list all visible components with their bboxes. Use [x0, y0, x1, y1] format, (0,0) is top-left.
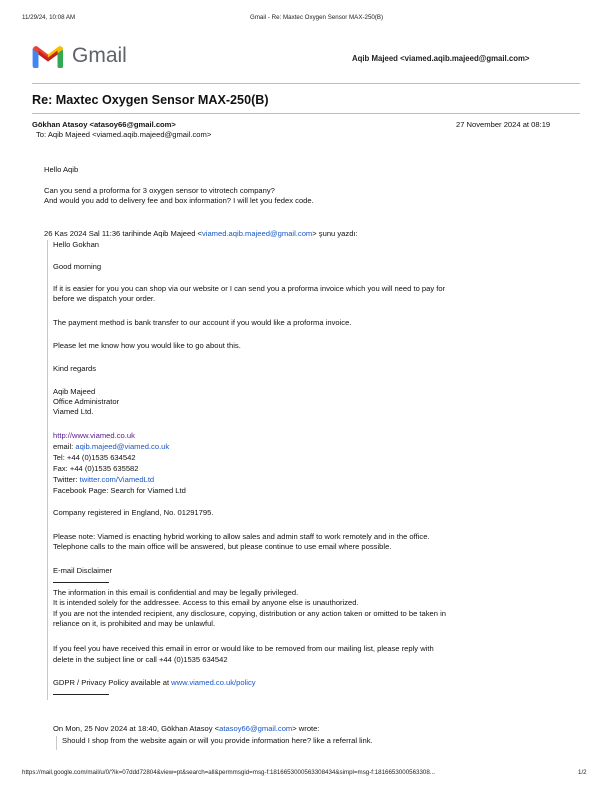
- signature-twitter: [53, 475, 154, 485]
- gdpr-policy-link[interactable]: www.viamed.co.uk/policy: [171, 678, 256, 687]
- signature-email-label: email:: [53, 442, 76, 451]
- signature-name: Aqib Majeed: [53, 387, 96, 396]
- signature-email: [53, 442, 169, 452]
- signature-email-link[interactable]: aqib.majeed@viamed.co.uk: [75, 442, 170, 451]
- message-to: To: Aqib Majeed <viamed.aqib.majeed@gmail.com>: [36, 130, 212, 139]
- quote1-good-morning: Good morning: [53, 262, 102, 271]
- signature-website-link[interactable]: http://www.viamed.co.uk: [53, 431, 135, 440]
- message-date: 27 November 2024 at 08:19: [456, 120, 551, 129]
- subject-divider: [32, 113, 580, 114]
- quote2-bar: [56, 736, 57, 750]
- print-datetime: 11/29/24, 10:08 AM: [22, 14, 76, 21]
- signature-twitter-label: Twitter:: [53, 475, 80, 484]
- disclaimer-line-1: The information in this email is confidential and may be legally privileged.: [53, 588, 299, 597]
- quote2-attribution-suffix: > wrote:: [292, 724, 320, 733]
- print-tab-title: Gmail - Re: Maxtec Oxygen Sensor MAX-250(B): [250, 14, 384, 21]
- disclaimer-title: E-mail Disclaimer: [53, 566, 113, 575]
- disclaimer-line-2: It is intended solely for the addressee. Access to this email by anyone else is unauthorized.: [53, 598, 359, 607]
- quote2-attribution-prefix: On Mon, 25 Nov 2024 at 18:40, Gökhan Atasoy <: [53, 724, 220, 733]
- quote1-regards: Kind regards: [53, 364, 97, 373]
- quote2-attribution: [53, 724, 320, 734]
- note-line-1: Please note: Viamed is enacting hybrid working to allow sales and admin staff to work remotely and in the office.: [53, 532, 430, 541]
- remove-line-2: delete in the subject line or call +44 (0)1535 634542: [53, 655, 228, 664]
- quote1-greeting: Hello Gokhan: [53, 240, 100, 249]
- disclaimer-line-3: If you are not the intended recipient, any disclosure, copying, distribution or any action taken or omitted to be taken in: [53, 609, 446, 618]
- company-registration: Company registered in England, No. 01291795.: [53, 508, 214, 517]
- gmail-logo-icon: [32, 43, 64, 69]
- disclaimer-line-4: reliance on it, is prohibited and may be unlawful.: [53, 619, 216, 628]
- disclaimer-rule: [53, 582, 109, 583]
- body-line-1: Can you send a proforma for 3 oxygen sensor to vitrotech company?: [44, 186, 275, 195]
- signature-company: Viamed Ltd.: [53, 407, 94, 416]
- signature-tel: Tel: +44 (0)1535 634542: [53, 453, 136, 462]
- note-line-2: Telephone calls to the main office will be answered, but please continue to use email where possible.: [53, 542, 392, 551]
- quote1-bar: [47, 240, 48, 700]
- quote1-attribution: [44, 229, 358, 239]
- quote1-para1-line1: If it is easier for you you can shop via our website or I can send you a proforma invoice which you will need to pay for: [53, 284, 446, 293]
- message-from-text: Gökhan Atasoy <atasoy66@gmail.com>: [32, 120, 176, 129]
- thread-subject: Re: Maxtec Oxygen Sensor MAX-250(B): [32, 93, 269, 107]
- header-divider: [32, 83, 580, 84]
- print-footer-page: 1/2: [578, 769, 587, 776]
- print-footer-url: https://mail.google.com/mail/u/0/?ik=07ddd72804&view=pt&search=all&permmsgid=msg-f:1816653000563308434&simpl=msg-f:1816653000563308...: [22, 769, 435, 776]
- body-greeting: Hello Aqib: [44, 165, 79, 174]
- quote1-attribution-prefix: 26 Kas 2024 Sal 11:36 tarihinde Aqib Majeed <: [44, 229, 202, 238]
- quote2-text: Should I shop from the website again or will you provide information here? like a referral link.: [62, 736, 373, 745]
- gmail-wordmark: Gmail: [72, 44, 127, 67]
- signature-fax: Fax: +44 (0)1535 635582: [53, 464, 139, 473]
- signature-facebook: Facebook Page: Search for Viamed Ltd: [53, 486, 186, 495]
- message-from: [32, 120, 176, 130]
- signature-twitter-link[interactable]: twitter.com/ViamedLtd: [79, 475, 155, 484]
- quote1-para1-line2: before we dispatch your order.: [53, 294, 156, 303]
- quote1-attribution-email-link[interactable]: viamed.aqib.majeed@gmail.com: [201, 229, 313, 238]
- signature-title: Office Administrator: [53, 397, 120, 406]
- quote1-para2: The payment method is bank transfer to our account if you would like a proforma invoice.: [53, 318, 352, 327]
- quote2-attribution-email-link[interactable]: atasoy66@gmail.com: [219, 724, 293, 733]
- account-label: Aqib Majeed <viamed.aqib.majeed@gmail.com>: [352, 54, 530, 63]
- gdpr-line: [53, 678, 256, 688]
- quote1-para3: Please let me know how you would like to go about this.: [53, 341, 241, 350]
- body-line-2: And would you add to delivery fee and box information? I will let you fedex code.: [44, 196, 314, 205]
- gdpr-rule: [53, 694, 109, 695]
- quote1-attribution-suffix: > şunu yazdı:: [312, 229, 358, 238]
- gdpr-label: GDPR / Privacy Policy available at: [53, 678, 172, 687]
- remove-line-1: If you feel you have received this email in error or would like to be removed from our mailing list, please reply with: [53, 644, 434, 653]
